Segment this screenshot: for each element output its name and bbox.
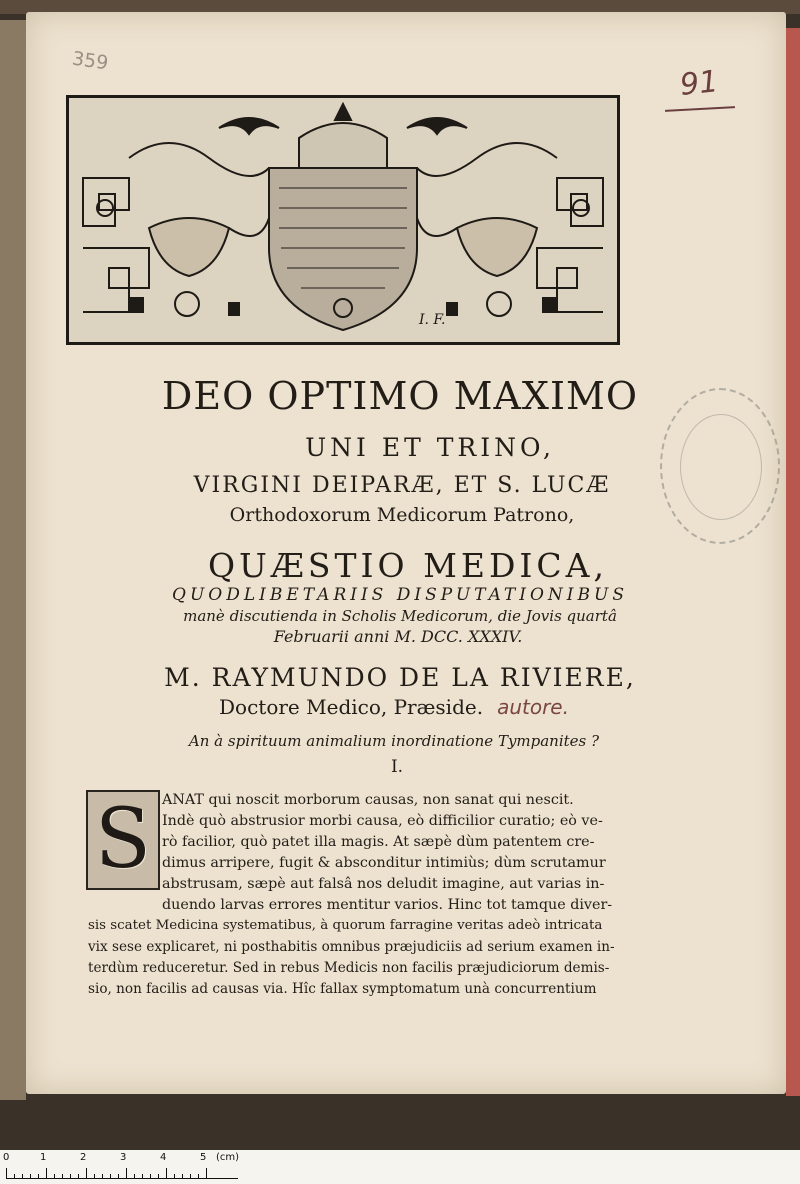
- dropcap-letter: S: [94, 792, 152, 887]
- scale-label: 5: [200, 1152, 207, 1163]
- body-line: dimus arripere, fugit & absconditur intimiùs; dùm scrutamur: [162, 855, 606, 871]
- body-line: Indè quò abstrusior morbi causa, eò difficilior curatio; eò ve-: [162, 813, 603, 829]
- disputation-line: QUODLIBETARIIS DISPUTATIONIBUS: [172, 585, 628, 605]
- woodcut-ornament: [66, 95, 620, 345]
- quaestio-title: QUÆSTIO MEDICA,: [207, 546, 609, 585]
- date-line-2: Februarii anni M. DCC. XXXIV.: [273, 627, 523, 646]
- scale-unit: (cm): [216, 1152, 240, 1163]
- body-line: vix sese explicaret, ni posthabitis omnibus præjudiciis ad serium examen in-: [88, 939, 615, 955]
- decorated-initial: [86, 790, 160, 890]
- section-numeral: I.: [390, 757, 404, 777]
- praeses-title-line: [0, 695, 794, 719]
- dedication-line-2: UNI ET TRINO,: [305, 433, 555, 462]
- ornament-initials: I. F.: [419, 312, 446, 328]
- dedication-line-4: Orthodoxorum Medicorum Patrono,: [229, 504, 575, 526]
- scale-label: 4: [160, 1152, 167, 1163]
- date-line-1: manè discutienda in Scholis Medicorum, die Jovis quartâ: [183, 607, 617, 625]
- measurement-scale: [0, 1150, 800, 1184]
- praeses-name: M. RAYMUNDO DE LA RIVIERE,: [164, 663, 636, 692]
- scale-label: 1: [40, 1152, 47, 1163]
- body-line: rò facilior, quò patet illa magis. At sæpè dùm patentem cre-: [162, 834, 595, 850]
- scale-label: 2: [80, 1152, 87, 1163]
- handwritten-author-note: autore.: [497, 695, 569, 719]
- body-line: ANAT qui noscit morborum causas, non sanat qui nescit.: [162, 792, 574, 808]
- scale-ticks: [6, 1168, 238, 1179]
- dedication-line-1: DEO OPTIMO MAXIMO: [161, 374, 639, 418]
- question-line: An à spirituum animalium inordinatione Tympanites ?: [188, 732, 600, 750]
- body-line: sio, non facilis ad causas via. Hîc fallax symptomatum unà concurrentium: [88, 981, 597, 997]
- body-line: duendo larvas errores mentitur varios. Hinc tot tamque diver-: [162, 897, 613, 913]
- pencil-number: 359: [70, 47, 110, 75]
- folio-number: 91: [678, 64, 720, 103]
- body-line: abstrusam, sæpè aut falsâ nos deludit imagine, aut varias in-: [162, 876, 605, 892]
- ornament-illustration: [69, 98, 617, 342]
- body-line: sis scatet Medicina systematibus, à quorum farragine veritas adeò intricata: [88, 918, 603, 933]
- scale-label: 0: [3, 1152, 10, 1163]
- scale-label: 3: [120, 1152, 127, 1163]
- dedication-line-3: VIRGINI DEIPARÆ, ET S. LUCÆ: [193, 473, 611, 498]
- praeses-title: Doctore Medico, Præside.: [219, 695, 484, 719]
- body-line: terdùm reduceretur. Sed in rebus Medicis non facilis præjudiciorum demis-: [88, 960, 610, 976]
